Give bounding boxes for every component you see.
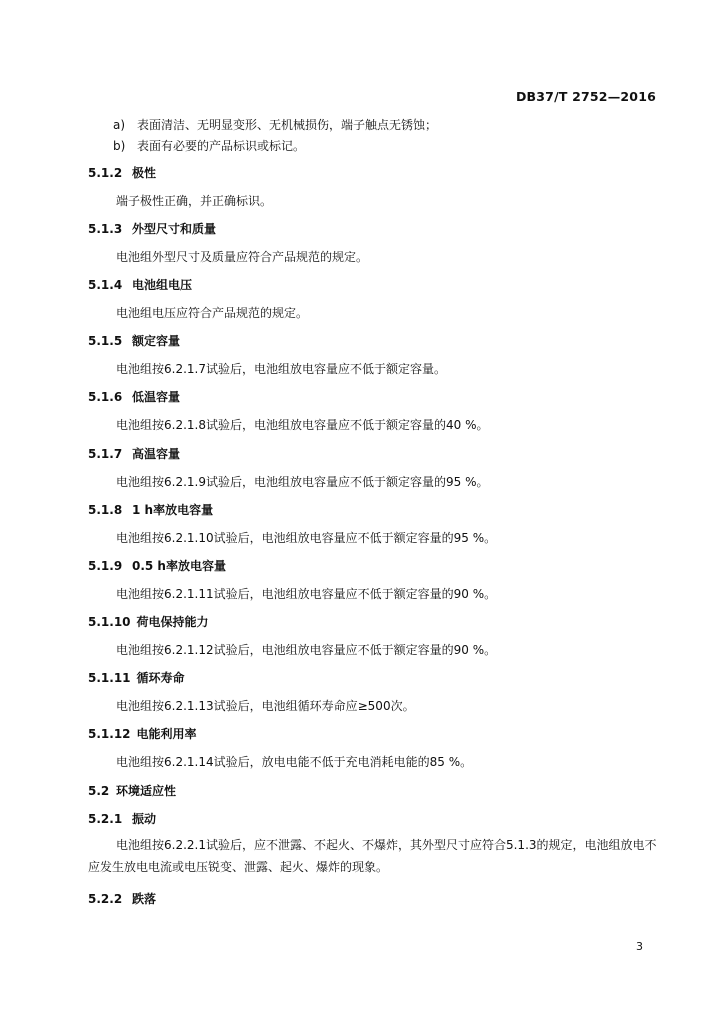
page-number: 3 [636,940,643,953]
section-number: 5.1.10 [88,615,131,629]
section-number: 5.2.2 [88,892,123,906]
section-heading [88,165,156,181]
section-title: 电能利用率 [136,727,197,741]
section-number: 5.2 [88,784,110,798]
section-heading [88,811,156,827]
section-heading [88,726,197,742]
section-body: 端子极性正确，并正确标识。 [116,194,273,208]
section-title: 跌落 [132,892,157,906]
section-body: 电池组按6.2.1.13试验后，电池组循环寿命应≥500次。 [116,699,415,713]
section-number: 5.1.11 [88,671,131,685]
section-title: 1 h率放电容量 [132,503,214,517]
section-heading [88,558,226,574]
section-heading [88,670,185,686]
section-heading [88,221,216,237]
section-number: 5.1.8 [88,503,123,517]
section-heading [88,614,209,630]
list-item-text: 表面有必要的产品标识或标记。 [137,139,306,153]
section-body: 电池组外型尺寸及质量应符合产品规范的规定。 [116,250,369,264]
section-number: 5.1.4 [88,278,123,292]
list-item-text: 表面清洁、无明显变形、无机械损伤，端子触点无锈蚀； [137,118,438,132]
section-body: 电池组按6.2.1.12试验后，电池组放电容量应不低于额定容量的90 %。 [116,643,497,657]
standard-code: DB37/T 2752—2016 [515,89,656,104]
section-heading [88,277,192,293]
section-heading [88,891,156,907]
section-body: 电池组按6.2.1.9试验后，电池组放电容量应不低于额定容量的95 %。 [116,475,489,489]
section-title: 高温容量 [132,447,181,461]
section-title: 外型尺寸和质量 [132,222,217,236]
section-heading [88,502,213,518]
section-title: 额定容量 [132,334,181,348]
section-number: 5.1.9 [88,559,123,573]
list-item [113,117,437,133]
list-item [113,138,305,154]
section-title: 电池组电压 [132,278,193,292]
section-number: 5.1.7 [88,447,123,461]
section-heading [88,783,176,799]
section-title: 振动 [132,812,157,826]
section-title: 荷电保持能力 [136,615,209,629]
section-title: 极性 [132,166,157,180]
section-number: 5.1.5 [88,334,123,348]
section-body: 电池组按6.2.1.14试验后，放电电能不低于充电消耗电能的85 %。 [116,755,473,769]
section-title: 低温容量 [132,390,181,404]
section-body: 电池组按6.2.1.7试验后，电池组放电容量应不低于额定容量。 [116,362,446,376]
list-item-mark: a) [113,118,126,132]
section-heading [88,389,180,405]
section-number: 5.1.12 [88,727,131,741]
section-body: 电池组按6.2.1.8试验后，电池组放电容量应不低于额定容量的40 %。 [116,418,489,432]
section-heading [88,333,180,349]
section-title: 环境适应性 [116,784,177,798]
section-heading [88,446,180,462]
section-number: 5.1.3 [88,222,123,236]
section-number: 5.1.2 [88,166,123,180]
section-number: 5.2.1 [88,812,123,826]
list-item-mark: b) [113,139,126,153]
section-number: 5.1.6 [88,390,123,404]
section-body: 电池组按6.2.1.11试验后，电池组放电容量应不低于额定容量的90 %。 [116,587,497,601]
section-body: 电池组电压应符合产品规范的规定。 [116,306,309,320]
section-body: 电池组按6.2.2.1试验后，应不泄露、不起火、不爆炸，其外型尺寸应符合5.1.3的规定，电池组放电不应发生放电电流或电压锐变、泄露、起火、爆炸的现象。 [88,838,657,874]
section-title: 循环寿命 [136,671,185,685]
section-title: 0.5 h率放电容量 [132,559,226,573]
section-body: 电池组按6.2.1.10试验后，电池组放电容量应不低于额定容量的95 %。 [116,531,497,545]
